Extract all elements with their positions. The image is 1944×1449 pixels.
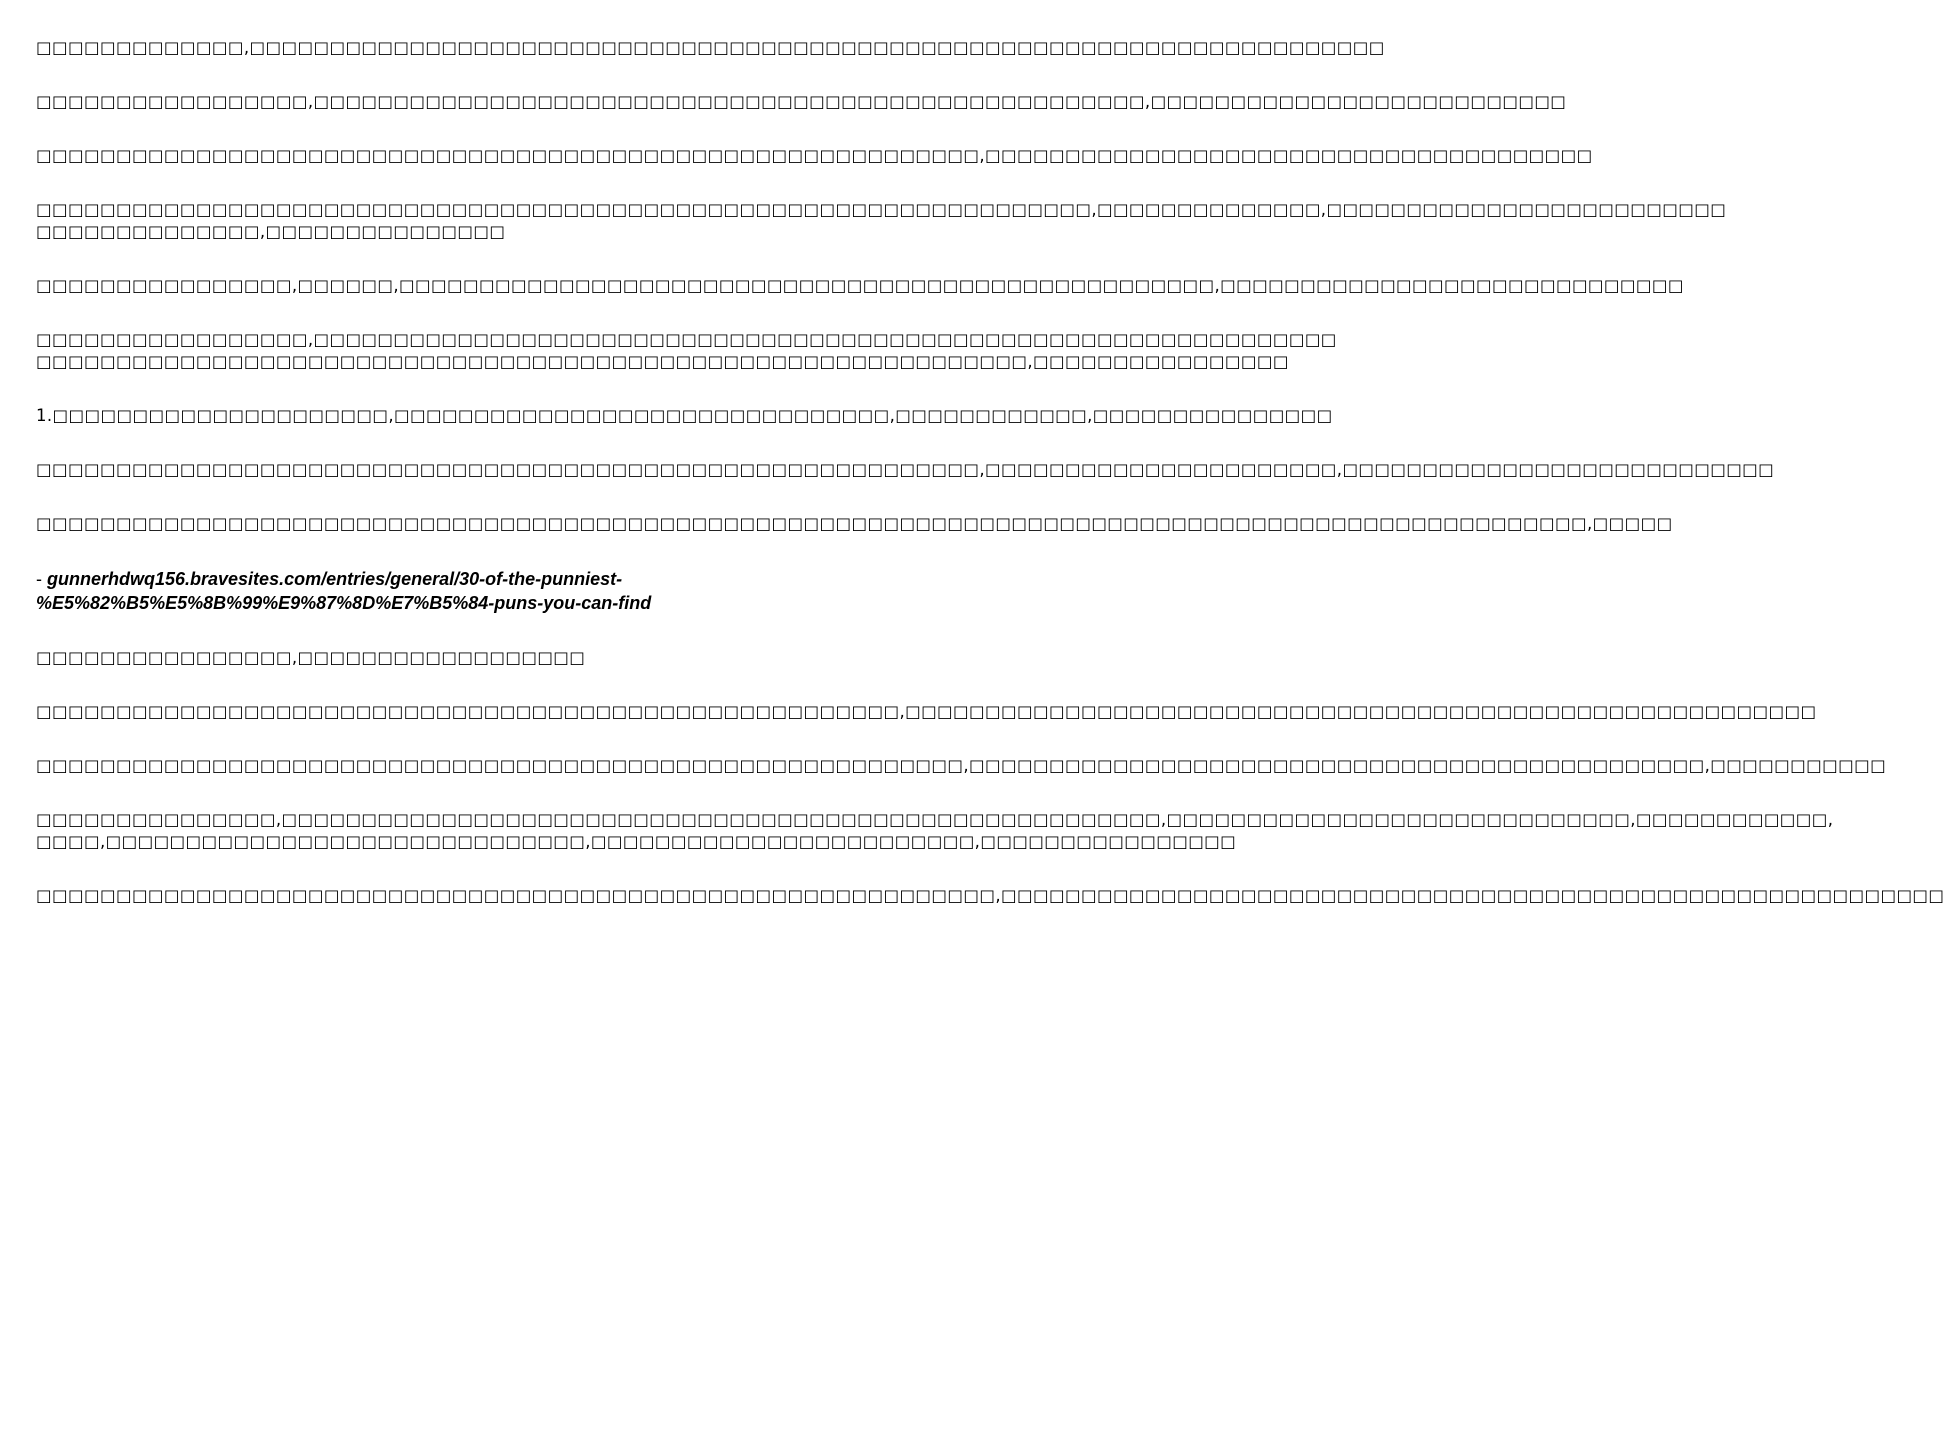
paragraph-14	[36, 885, 1944, 907]
paragraph-3	[36, 145, 1593, 167]
paragraph-line: □□□□□□□□□□□□□□□□,□□□□□□,□□□□□□□□□□□□□□□□□□□□□□□□□□□□□□□□□□□□□□□□□□□□□□□□□□□,□□□□□□□□□□□□□□□□□□□□□□□□□□□□□	[36, 276, 1684, 295]
reference-link-paragraph	[36, 567, 990, 615]
paragraph-line: □□□□□□□□□□□□□□□□□□□□□□□□□□□□□□□□□□□□□□□□□□□□□□□□□□□□□□□□□□□□□□,□□□□□□□□□□□□□□□□	[36, 352, 1289, 371]
paragraph-line: □□□□□□□□□□□□□□□□□□□□□□□□□□□□□□□□□□□□□□□□□□□□□□□□□□□□□□□□□□,□□□□□□□□□□□□□□□□□□□□□□□□□□□□□□□□□□□□□□□□□□□□□□,□□□□□□□□□□□	[36, 756, 1887, 775]
paragraph-line: □□□□□□□□□□□□□□□□,□□□□□□□□□□□□□□□□□□	[36, 648, 586, 667]
paragraph-line: □□□□□□□□□□□□□□□,□□□□□□□□□□□□□□□□□□□□□□□□□□□□□□□□□□□□□□□□□□□□□□□□□□□□□□□,□□□□□□□□□□□□□□□□□□□□□□□□□□□□□,□□□□□□□□□□□□,	[36, 810, 1834, 829]
paragraph-13	[36, 809, 1834, 853]
reference-link-line-2: %E5%82%B5%E5%8B%99%E9%87%8D%E7%B5%84-puns-you-can-find	[36, 593, 652, 613]
paragraph-line: □□□□,□□□□□□□□□□□□□□□□□□□□□□□□□□□□□□,□□□□□□□□□□□□□□□□□□□□□□□□,□□□□□□□□□□□□□□□□	[36, 832, 1237, 851]
paragraph-line: □□□□□□□□□□□□□,□□□□□□□□□□□□□□□□□□□□□□□□□□□□□□□□□□□□□□□□□□□□□□□□□□□□□□□□□□□□□□□□□□□□□□□	[36, 38, 1385, 57]
paragraph-2	[36, 91, 1567, 113]
paragraph-line: □□□□□□□□□□□□□□□□□□□□□□□□□□□□□□□□□□□□□□□□□□□□□□□□□□□□□□□□□□□□□□□□□□□□□□□□□□□□□□□□□□□□□□□□□□□□□□□□□,□□□□□	[36, 514, 1673, 533]
link-prefix: -	[36, 569, 47, 589]
paragraph-line: □□□□□□□□□□□□□□,□□□□□□□□□□□□□□□	[36, 222, 506, 241]
paragraph-4	[36, 199, 1727, 243]
document-body	[36, 37, 1944, 939]
paragraph-11	[36, 701, 1817, 723]
paragraph-8	[36, 459, 1775, 481]
paragraph-line: □□□□□□□□□□□□□□□□□□□□□□□□□□□□□□□□□□□□□□□□□□□□□□□□□□□□□□□□□□□□□□□□□□,□□□□□□□□□□□□□□,□□□□□□□□□□□□□□□□□□□□□□□□□	[36, 200, 1727, 219]
paragraph-1	[36, 37, 1385, 59]
paragraph-line: □□□□□□□□□□□□□□□□□□□□□□□□□□□□□□□□□□□□□□□□□□□□□□□□□□□□□□,□□□□□□□□□□□□□□□□□□□□□□□□□□□□□□□□□□□□□□□□□□□□□□□□□□□□□□□□□	[36, 702, 1817, 721]
paragraph-line: 1.□□□□□□□□□□□□□□□□□□□□□,□□□□□□□□□□□□□□□□□□□□□□□□□□□□□□□,□□□□□□□□□□□□,□□□□□□□□□□□□□□□	[36, 406, 1333, 425]
paragraph-line: □□□□□□□□□□□□□□□□□□□□□□□□□□□□□□□□□□□□□□□□□□□□□□□□□□□□□□□□□□□□,□□□□□□□□□□□□□□□□□□□□□□□□□□□□□□□□□□□□□□□□□□□□□□□□□□□□□□□□□□□	[36, 886, 1944, 905]
paragraph-10	[36, 647, 990, 669]
paragraph-line: □□□□□□□□□□□□□□□□□,□□□□□□□□□□□□□□□□□□□□□□□□□□□□□□□□□□□□□□□□□□□□□□□□□□□□□□□□□□□□□□□□	[36, 330, 1337, 349]
paragraph-7-numbered	[36, 405, 1333, 427]
paragraph-line: □□□□□□□□□□□□□□□□□□□□□□□□□□□□□□□□□□□□□□□□□□□□□□□□□□□□□□□□□□□,□□□□□□□□□□□□□□□□□□□□□□□□□□□□□□□□□□□□□□	[36, 146, 1593, 165]
paragraph-12	[36, 755, 1887, 777]
paragraph-5	[36, 275, 1684, 297]
paragraph-6	[36, 329, 1337, 373]
reference-link[interactable]	[36, 569, 651, 613]
reference-link-line-1: gunnerhdwq156.bravesites.com/entries/general/30-of-the-punniest-	[47, 569, 623, 589]
paragraph-line: □□□□□□□□□□□□□□□□□,□□□□□□□□□□□□□□□□□□□□□□□□□□□□□□□□□□□□□□□□□□□□□□□□□□□□,□□□□□□□□□□□□□□□□□□□□□□□□□□	[36, 92, 1567, 111]
paragraph-9	[36, 513, 1673, 535]
paragraph-line: □□□□□□□□□□□□□□□□□□□□□□□□□□□□□□□□□□□□□□□□□□□□□□□□□□□□□□□□□□□,□□□□□□□□□□□□□□□□□□□□□□,□□□□□□□□□□□□□□□□□□□□□□□□□□□	[36, 460, 1775, 479]
